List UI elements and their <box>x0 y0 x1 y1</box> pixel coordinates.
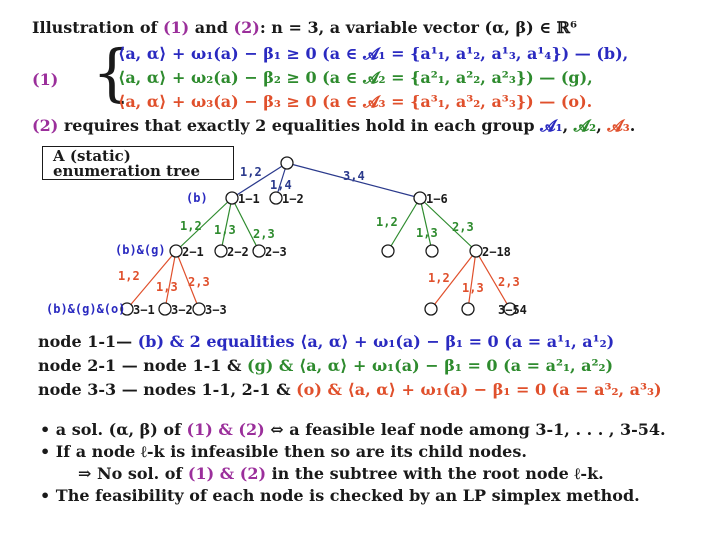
bullet2-text: If a node ℓ-k is infeasible then so are its child nodes. <box>55 442 527 461</box>
system-brace: { <box>92 36 132 109</box>
note1-a: node 1-1— <box>38 332 138 351</box>
node-label-2-18: 2−18 <box>482 245 511 259</box>
ref-1: (1) <box>162 18 190 37</box>
bullet3-ref2: (2) <box>239 464 267 483</box>
note2-b: (g) & ⟨a, α⟩ + ω₁(a) − β₁ = 0 (a = a²₁, a²₂) <box>247 356 614 375</box>
note3-a: node 3-3 — nodes 1-1, 2-1 & <box>38 380 297 399</box>
edge-label-r3-a: 1,2 <box>428 271 450 285</box>
bullet1-ref2: (2) <box>238 420 265 439</box>
bullet1-b: ⇔ a feasible leaf node among 3-1, . . . , 3-54. <box>264 420 666 439</box>
edge-label-l2-b: 1,3 <box>214 223 236 237</box>
node-3-3 <box>193 303 205 315</box>
node-label-2-2: 2−2 <box>227 245 249 259</box>
node-label-3-2: 3−2 <box>171 303 193 317</box>
node-1-6-child-a <box>382 245 394 257</box>
bullet-1 <box>40 420 666 439</box>
edge-label-root-c: 3,4 <box>343 169 365 183</box>
edge-label-l2-c: 2,3 <box>253 227 275 241</box>
node-1-2 <box>270 192 282 204</box>
system-label: (1) <box>32 70 59 89</box>
requirement-end: . <box>629 116 636 135</box>
title-part-a: Illustration of <box>32 18 163 37</box>
tree-labels <box>46 162 527 317</box>
title-and: and <box>189 18 234 37</box>
node-label-2-3: 2−3 <box>265 245 287 259</box>
node-label-1-2: 1−2 <box>282 192 304 206</box>
edge-label-r2-c: 2,3 <box>452 220 474 234</box>
note-node-3-3 <box>38 380 662 399</box>
node-label-3-54: 3−54 <box>498 303 527 317</box>
node-1-1 <box>226 192 238 204</box>
bullet4-text: The feasibility of each node is checked by an LP simplex method. <box>55 486 640 505</box>
bullet1-amp: & <box>212 420 239 439</box>
bullet3-a: ⇒ No sol. of <box>78 464 188 483</box>
equation-b: ⟨a, α⟩ + ω₁(a) − β₁ ≥ 0 (a ∈ 𝓐₁ = {a¹₁, a¹₂, a¹₃, a¹₄}) — (b), <box>118 44 629 63</box>
node-label-3-1: 3−1 <box>133 303 155 317</box>
node-root <box>281 157 293 169</box>
group-a1: 𝓐₁ <box>540 116 563 135</box>
node-label-2-1: 2−1 <box>182 245 204 259</box>
sep-1: , <box>562 116 574 135</box>
ref-2: (2) <box>233 18 260 37</box>
tree-nodes <box>121 157 516 315</box>
edge-label-r2-b: 1,3 <box>416 226 438 240</box>
bullet-dot-icon: • <box>40 420 56 439</box>
level1-tag: (b) <box>186 191 208 205</box>
edge-label-root-b: 1,4 <box>270 178 292 192</box>
node-2-3 <box>253 245 265 257</box>
node-2-18-child-b <box>462 303 474 315</box>
level2-tag: (b)&(g) <box>115 243 166 257</box>
edge-label-r3-c: 2,3 <box>498 275 520 289</box>
edge-label-r3-b: 1,3 <box>462 281 484 295</box>
node-1-6-child-b <box>426 245 438 257</box>
edge-label-l3-b: 1,3 <box>156 280 178 294</box>
node-label-1-6: 1−6 <box>426 192 448 206</box>
node-2-2 <box>215 245 227 257</box>
note-node-1-1 <box>38 332 614 351</box>
note-node-2-1 <box>38 356 613 375</box>
note2-a: node 2-1 — node 1-1 & <box>38 356 248 375</box>
requirement-ref: (2) <box>32 116 59 135</box>
note3-b: (o) & ⟨a, α⟩ + ω₁(a) − β₁ = 0 (a = a³₂, a³₃) <box>296 380 662 399</box>
node-label-1-1: 1−1 <box>238 192 260 206</box>
node-label-3-3: 3−3 <box>205 303 227 317</box>
level3-edges <box>127 251 510 309</box>
title-part-b: : n = 3, a variable vector (α, β) ∈ ℝ⁶ <box>259 18 578 37</box>
equation-o: ⟨a, α⟩ + ω₃(a) − β₃ ≥ 0 (a ∈ 𝓐₃ = {a³₁, a³₂, a³₃}) — (o). <box>118 92 593 111</box>
equation-g: ⟨a, α⟩ + ω₂(a) − β₂ ≥ 0 (a ∈ 𝓐₂ = {a²₁, a²₂, a²₃}) — (g), <box>118 68 593 87</box>
edge-label-l3-c: 2,3 <box>188 275 210 289</box>
group-a2: 𝓐₂ <box>573 116 597 135</box>
bullet1-a: a sol. (α, β) of <box>55 420 187 439</box>
bullet3-ref1: (1) <box>187 464 215 483</box>
node-1-6 <box>414 192 426 204</box>
bullet-dot-icon: • <box>40 442 56 461</box>
note1-b: (b) <box>137 332 165 351</box>
node-2-18-child-a <box>425 303 437 315</box>
edge-label-l2-a: 1,2 <box>180 219 202 233</box>
bullet3-amp: & <box>214 464 240 483</box>
bullet-2 <box>40 442 527 462</box>
node-2-1 <box>170 245 182 257</box>
sep-2: , <box>596 116 608 135</box>
requirement-text: requires that exactly 2 equalities hold in each group <box>58 116 541 135</box>
edge-label-r2-a: 1,2 <box>376 215 398 229</box>
node-2-18 <box>470 245 482 257</box>
bullet3-b: in the subtree with the root node ℓ-k. <box>266 464 604 483</box>
tree-title-line2: enumeration tree <box>53 162 201 180</box>
bullet-3 <box>78 464 604 484</box>
node-3-2 <box>159 303 171 315</box>
group-a3: 𝓐₃ <box>607 116 630 135</box>
bullet-4 <box>40 486 640 505</box>
tree-title-line1: A (static) <box>53 147 131 165</box>
note1-c: & 2 equalities ⟨a, α⟩ + ω₁(a) − β₁ = 0 (a = a¹₁, a¹₂) <box>164 332 615 351</box>
bullet-dot-icon: • <box>40 486 56 505</box>
edge-label-l3-a: 1,2 <box>118 269 140 283</box>
level3-tag: (b)&(g)&(o) <box>46 302 126 316</box>
bullet1-ref1: (1) <box>186 420 213 439</box>
edge-label-root-a: 1,2 <box>240 165 262 179</box>
